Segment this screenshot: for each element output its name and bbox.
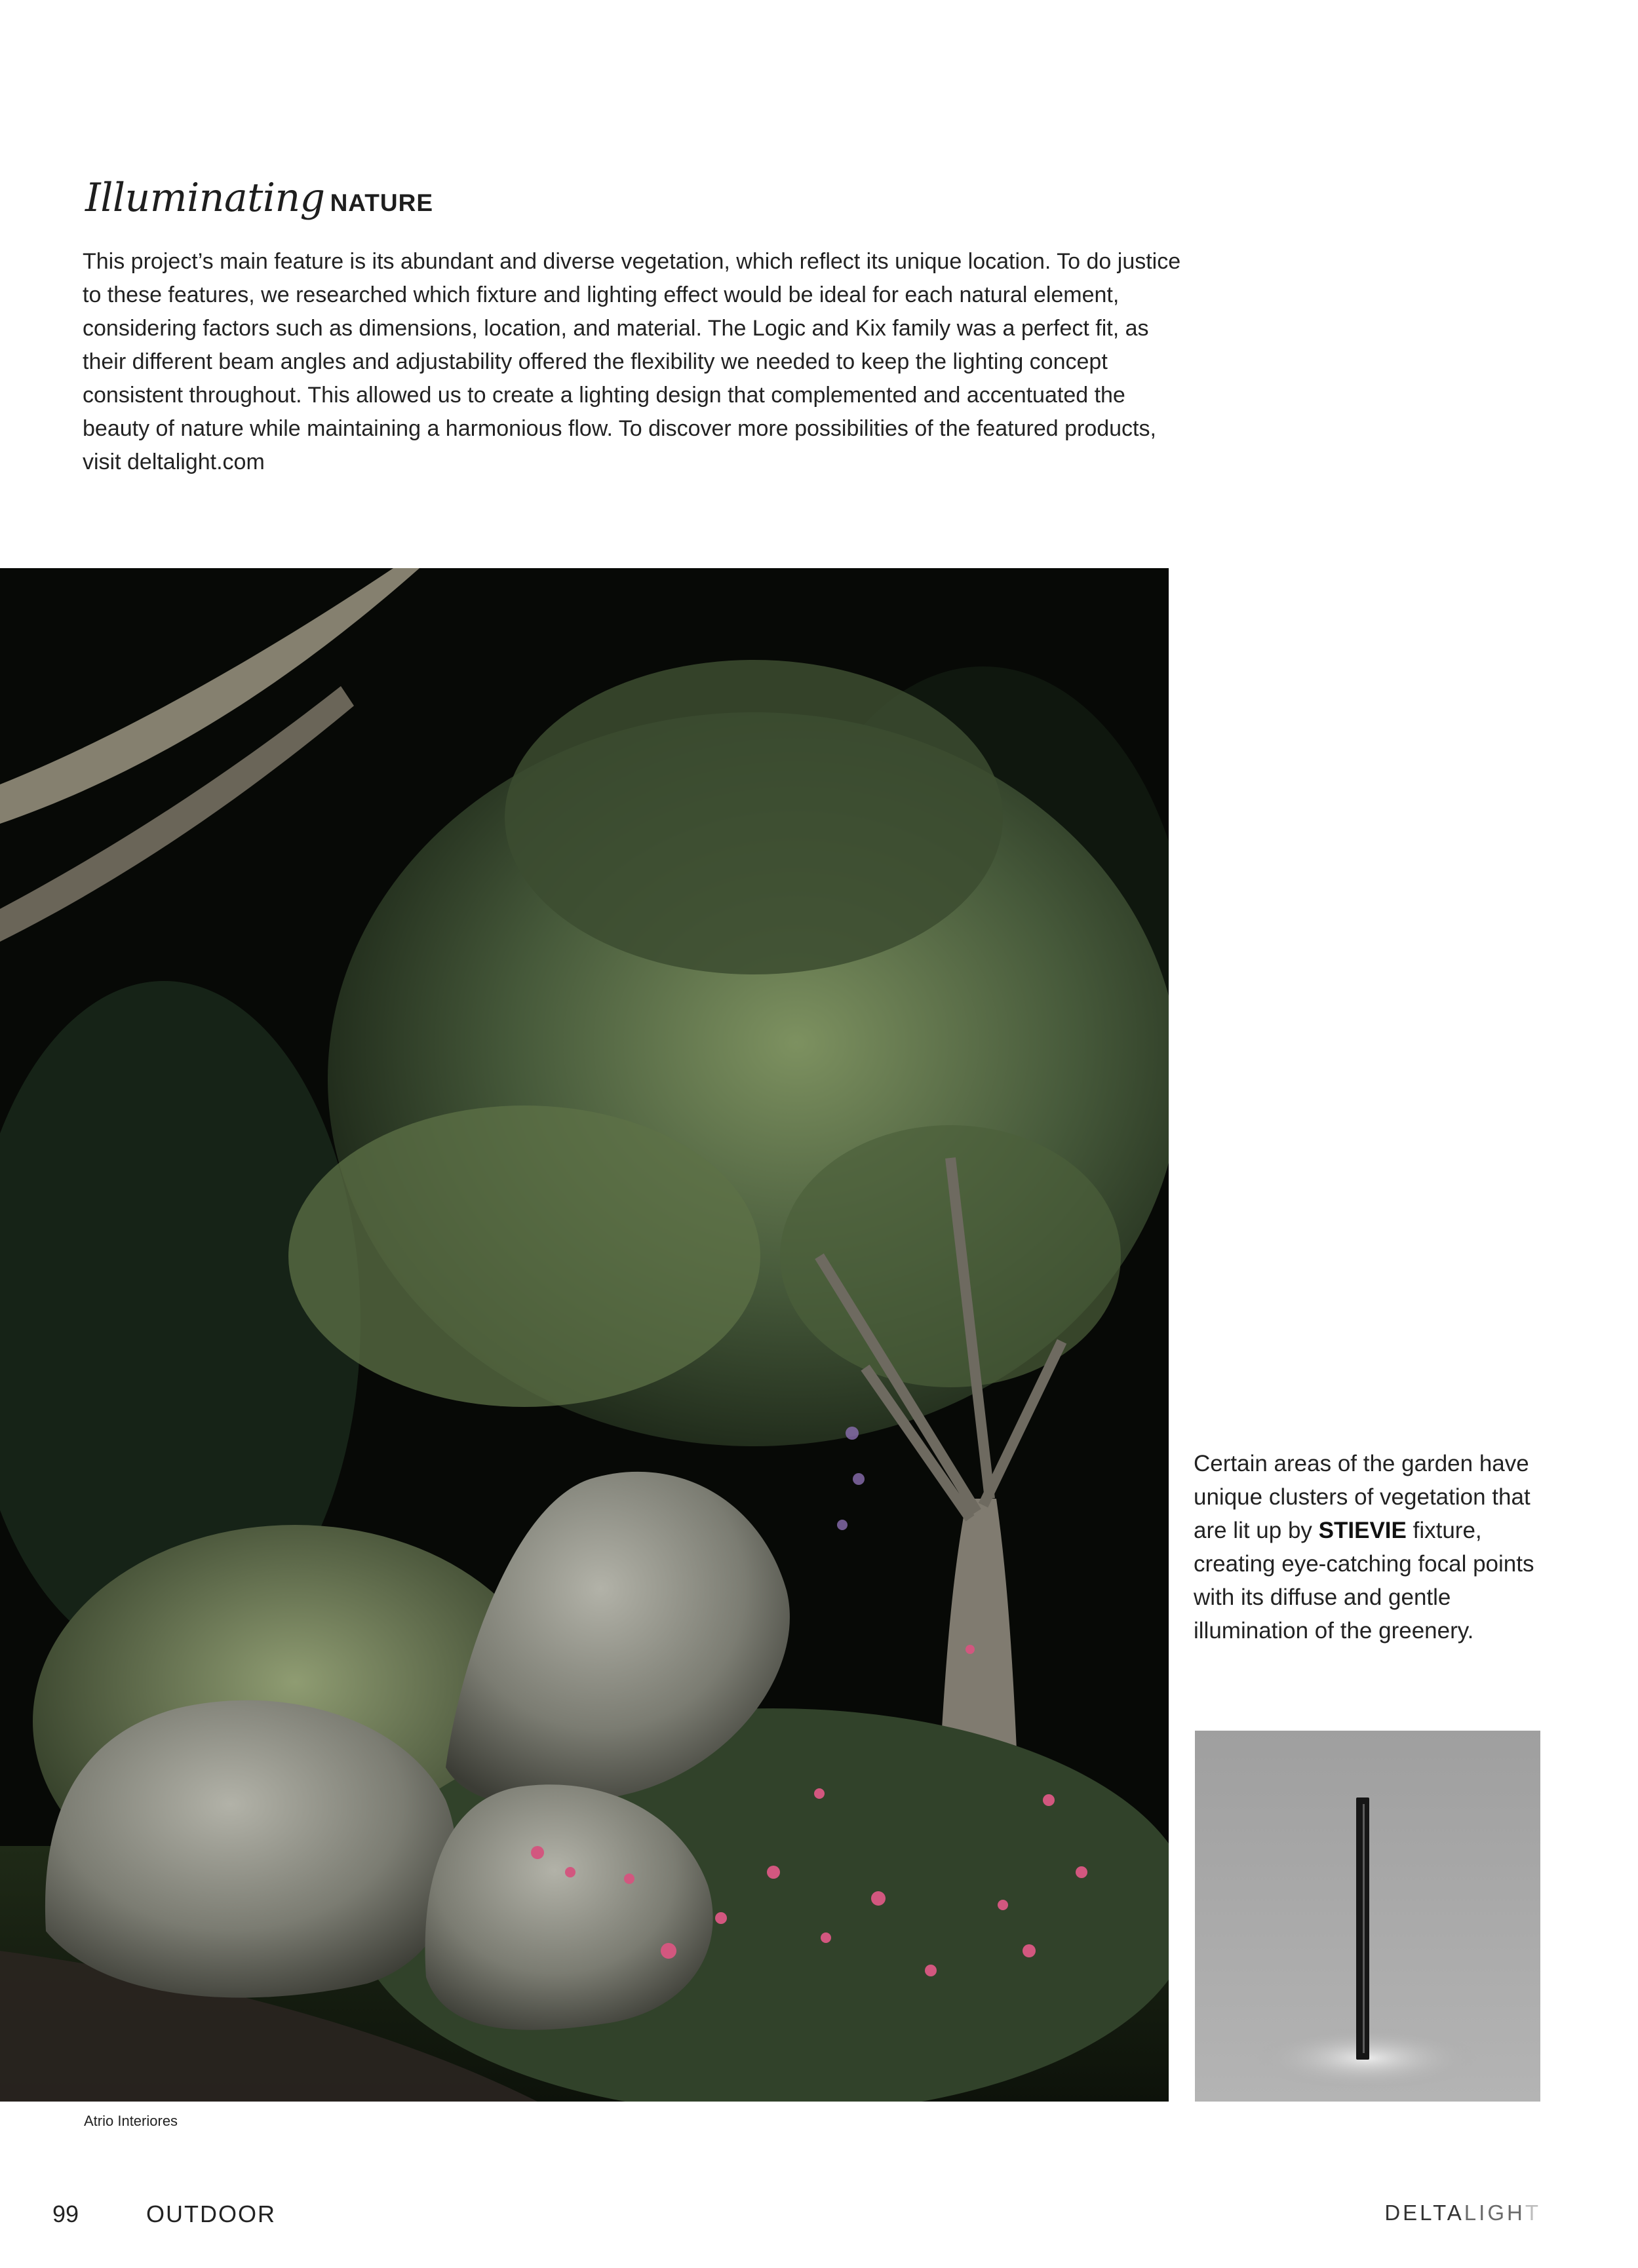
caption-text-end: fixture, creating eye-catching focal points with its diffuse and gentle illumination of the greenery. xyxy=(1194,1518,1534,1643)
page-number: 99 xyxy=(52,2201,79,2227)
fixture-illustration xyxy=(1195,1731,1540,2102)
section-name: OUTDOOR xyxy=(146,2201,276,2227)
photo-credit: Atrio Interiores xyxy=(84,2113,178,2129)
brand-part-2: LIGH xyxy=(1464,2201,1525,2225)
heading-script-word: Illuminating xyxy=(85,175,325,221)
product-name: STIEVIE xyxy=(1318,1518,1407,1543)
side-caption xyxy=(1194,1447,1561,1647)
heading-caps-word: NATURE xyxy=(330,189,433,216)
boulder-left xyxy=(45,1701,457,1998)
brand-logo xyxy=(1384,2201,1541,2225)
garden-night-photo xyxy=(0,568,1169,2102)
brand-part-3: T xyxy=(1525,2201,1541,2225)
article-heading xyxy=(85,175,433,221)
garden-illustration xyxy=(0,568,1169,2102)
brand-part-1: DELTA xyxy=(1384,2201,1464,2225)
stievie-fixture-photo xyxy=(1195,1731,1540,2102)
caption-text-start: Certain areas of the garden have unique clusters of vegetation that are lit up by xyxy=(1194,1451,1531,1543)
intro-paragraph: This project’s main feature is its abundant and diverse vegetation, which reflect its unique location. To do justice to these features, we researched which fixture and lighting effect would be ideal for each natural element, considering factors such as dimensions, location, and material. The Logic and Kix family was a perfect fit, as their different beam angles and adjustability offered the flexibility we needed to keep the lighting concept consistent throughout. This allowed us to create a lighting design that complemented and accentuated the beauty of nature while maintaining a harmonious flow. To discover more possibilities of the featured products, visit deltalight.com xyxy=(83,249,1181,474)
